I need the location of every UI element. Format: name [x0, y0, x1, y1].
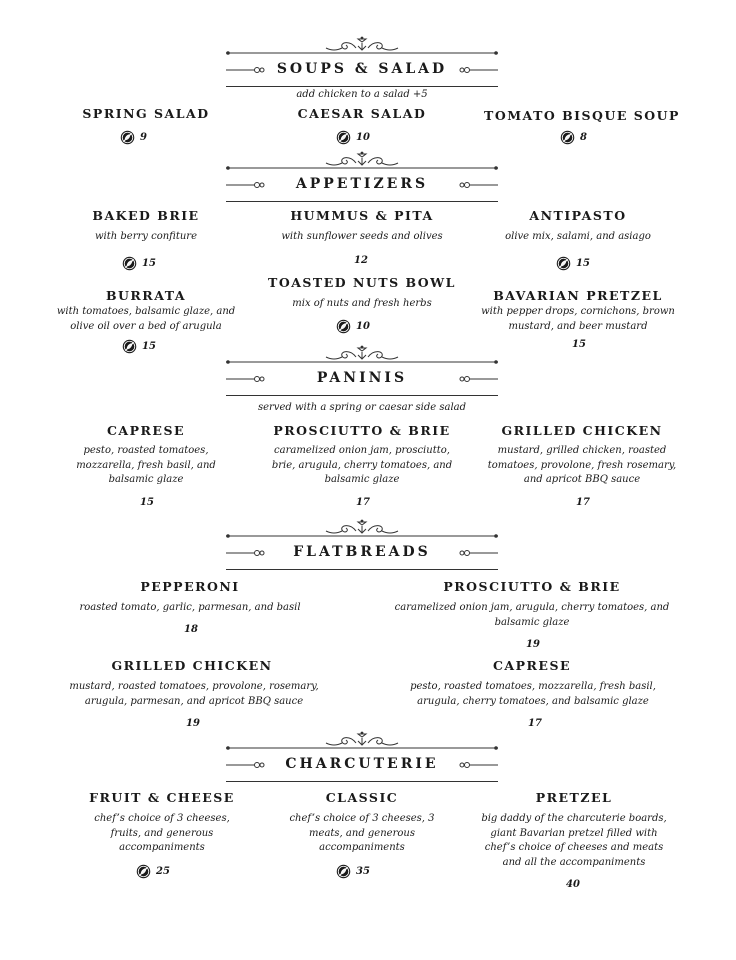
section-header-soups [226, 36, 498, 88]
ornamental-divider-icon [226, 36, 498, 58]
section-title: CHARCUTERIE [285, 756, 439, 772]
section-title: PANINIS [316, 370, 408, 386]
vegetarian-leaf-icon [336, 319, 351, 334]
menu-item-description: pesto, roasted tomatoes, mozzarella, fresh basil, and balsamic glaze [76, 445, 216, 485]
menu-item-price: 19 [186, 718, 200, 729]
ornamental-divider-icon [226, 151, 498, 173]
menu-item-name: TOMATO BISQUE SOUP [484, 108, 680, 123]
section-header-charcuterie [226, 731, 498, 783]
divider [226, 569, 498, 570]
ornamental-divider-icon [226, 345, 498, 367]
menu-item-description: with pepper drops, cornichons, brown mustard, and beer mustard [481, 306, 675, 332]
section-title: SOUPS & SALAD [276, 61, 448, 77]
vegetarian-leaf-icon [120, 130, 135, 145]
section-title: APPETIZERS [295, 176, 429, 192]
menu-item-price: 10 [336, 130, 370, 145]
vegetarian-leaf-icon [336, 130, 351, 145]
menu-item-description: chef’s choice of 3 cheeses, fruits, and generous accompaniments [94, 813, 230, 853]
menu-item-description: roasted tomato, garlic, parmesan, and basil [79, 602, 301, 613]
menu-item-name: GRILLED CHICKEN [111, 658, 273, 673]
menu-item-price: 10 [336, 319, 370, 334]
menu-item-name: CAPRESE [492, 658, 572, 673]
menu-item-name: SPRING SALAD [82, 106, 210, 121]
menu-item-name: ANTIPASTO [529, 208, 627, 223]
menu-item-name: PRETZEL [535, 790, 613, 805]
menu-item-name: BAKED BRIE [92, 208, 200, 223]
section-note: add chicken to a salad +5 [296, 89, 428, 100]
menu-item-price: 15 [140, 497, 154, 508]
ornamental-divider-icon [226, 731, 498, 753]
menu-item-name: BAVARIAN PRETZEL [493, 288, 663, 303]
vegetarian-leaf-icon [122, 256, 137, 271]
vegetarian-leaf-icon [136, 864, 151, 879]
menu-item-name: PEPPERONI [140, 579, 240, 594]
divider [226, 86, 498, 87]
menu-item-name: PROSCIUTTO & BRIE [443, 579, 621, 594]
menu-item-description: with berry confiture [95, 231, 197, 242]
menu-item-description: big daddy of the charcuterie boards, giant Bavarian pretzel filled with chef’s choice of cheeses and meats and all the accompaniments [481, 813, 667, 868]
menu-item-price: 17 [528, 718, 542, 729]
section-header-appetizers [226, 151, 498, 203]
menu-item-name: CLASSIC [325, 790, 399, 805]
menu-item-price: 12 [354, 255, 368, 266]
menu-item-price: 25 [136, 864, 170, 879]
menu-item-price: 15 [556, 256, 590, 271]
menu-item-price: 17 [576, 497, 590, 508]
menu-item-description: pesto, roasted tomatoes, mozzarella, fresh basil, arugula, cherry tomatoes, and balsamic glaze [410, 681, 656, 707]
menu-item-name: CAESAR SALAD [297, 106, 427, 121]
menu-item-name: GRILLED CHICKEN [501, 423, 663, 438]
menu-item-price: 18 [184, 624, 198, 635]
menu-item-price: 15 [122, 256, 156, 271]
divider [226, 781, 498, 782]
menu-item-price: 15 [122, 339, 156, 354]
menu-item-name: CAPRESE [106, 423, 186, 438]
section-note: served with a spring or caesar side salad [257, 402, 467, 413]
menu-item-description: caramelized onion jam, arugula, cherry tomatoes, and balsamic glaze [394, 602, 670, 628]
menu-item-price: 8 [560, 130, 587, 145]
menu-item-price: 40 [566, 879, 580, 890]
section-header-paninis [226, 345, 498, 397]
menu-item-name: FRUIT & CHEESE [89, 790, 235, 805]
vegetarian-leaf-icon [122, 339, 137, 354]
menu-item-name: HUMMUS & PITA [290, 208, 434, 223]
menu-item-description: mustard, roasted tomatoes, provolone, rosemary, arugula, parmesan, and apricot BBQ sauce [69, 681, 319, 707]
menu-item-description: olive mix, salami, and asiago [505, 231, 651, 242]
menu-item-description: caramelized onion jam, prosciutto, brie, arugula, cherry tomatoes, and balsamic glaze [271, 445, 453, 485]
menu-item-description: chef’s choice of 3 cheeses, 3 meats, and generous accompaniments [289, 813, 435, 853]
vegetarian-leaf-icon [336, 864, 351, 879]
menu-item-price: 19 [526, 639, 540, 650]
menu-item-price: 15 [572, 339, 586, 350]
vegetarian-leaf-icon [556, 256, 571, 271]
section-header-flatbreads [226, 519, 498, 571]
menu-item-price: 9 [120, 130, 147, 145]
divider [226, 201, 498, 202]
menu-item-price: 35 [336, 864, 370, 879]
menu-item-description: with tomatoes, balsamic glaze, and olive oil over a bed of arugula [56, 306, 236, 332]
divider [226, 395, 498, 396]
menu-item-description: mix of nuts and fresh herbs [292, 298, 432, 309]
menu-item-description: with sunflower seeds and olives [281, 231, 443, 242]
ornamental-divider-icon [226, 519, 498, 541]
menu-item-name: TOASTED NUTS BOWL [268, 275, 456, 290]
menu-item-description: mustard, grilled chicken, roasted tomatoes, provolone, fresh rosemary, and apricot BBQ sauce [487, 445, 677, 485]
menu-item-name: PROSCIUTTO & BRIE [273, 423, 451, 438]
menu-item-price: 17 [356, 497, 370, 508]
section-title: FLATBREADS [293, 544, 431, 560]
menu-item-name: BURRATA [105, 288, 187, 303]
vegetarian-leaf-icon [560, 130, 575, 145]
